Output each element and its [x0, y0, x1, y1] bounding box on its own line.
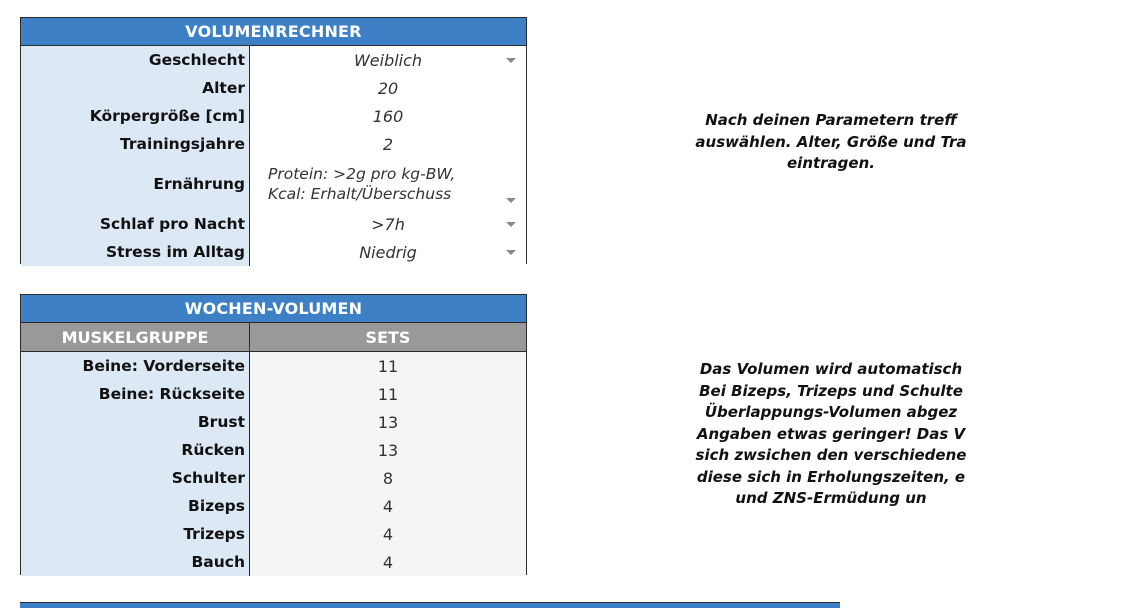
- row-ernaehrung: [21, 158, 526, 210]
- hint-line: sich zwsichen den verschiedene: [695, 446, 967, 464]
- dropdown-arrow-icon[interactable]: [506, 222, 516, 227]
- label-trainingsjahre: Trainingsjahre: [21, 130, 250, 158]
- table-row: [21, 464, 526, 492]
- column-header-muskelgruppe: MUSKELGRUPPE: [21, 323, 250, 351]
- hint-line: Bei Bizeps, Trizeps und Schulte: [699, 381, 963, 400]
- sets-value: 8: [250, 464, 526, 492]
- sets-value: 11: [250, 380, 526, 408]
- label-geschlecht: Geschlecht: [21, 46, 250, 74]
- row-trainingsjahre: [21, 130, 526, 158]
- parameter-hint-text: [531, 110, 1131, 175]
- row-geschlecht: [21, 46, 526, 74]
- trainingsjahre-value: 2: [382, 134, 394, 154]
- hint-line: Angaben etwas geringer! Das V: [696, 424, 966, 443]
- label-stress: Stress im Alltag: [21, 238, 250, 266]
- wochen-volumen-title: WOCHEN-VOLUMEN: [21, 295, 526, 323]
- hint-line: Überlappungs-Volumen abgez: [704, 403, 958, 421]
- muscle-label: Bauch: [21, 548, 250, 576]
- geschlecht-dropdown[interactable]: [250, 46, 526, 74]
- row-koerpergroesse: [21, 102, 526, 130]
- hint-line: diese sich in Erholungszeiten, e: [696, 467, 966, 486]
- ernaehrung-value-line1: Protein: >2g pro kg-BW,: [268, 165, 456, 183]
- muscle-label: Schulter: [21, 464, 250, 492]
- stress-dropdown[interactable]: [250, 238, 526, 266]
- koerpergroesse-value: 160: [372, 106, 404, 126]
- table-row: [21, 352, 526, 380]
- muscle-label: Trizeps: [21, 520, 250, 548]
- volumenrechner-table: [20, 17, 527, 264]
- schlaf-value: >7h: [371, 214, 405, 234]
- dropdown-arrow-icon[interactable]: [506, 250, 516, 255]
- dropdown-arrow-icon[interactable]: [506, 198, 516, 203]
- ernaehrung-dropdown[interactable]: [250, 158, 526, 210]
- hint-line: Nach deinen Parametern treff: [705, 111, 957, 129]
- table-row: [21, 520, 526, 548]
- label-alter: Alter: [21, 74, 250, 102]
- sets-value: 4: [250, 520, 526, 548]
- label-koerpergroesse: Körpergröße [cm]: [21, 102, 250, 130]
- ernaehrung-value-line2: Kcal: Erhalt/Überschuss: [268, 185, 452, 203]
- muscle-label: Rücken: [21, 436, 250, 464]
- sets-value: 13: [250, 436, 526, 464]
- hint-line: und ZNS-Ermüdung un: [735, 489, 927, 507]
- sets-value: 13: [250, 408, 526, 436]
- hint-line: Das Volumen wird automatisch: [699, 360, 963, 378]
- table-row: [21, 380, 526, 408]
- wochen-volumen-table: [20, 294, 527, 575]
- sets-value: 11: [250, 352, 526, 380]
- muscle-label: Brust: [21, 408, 250, 436]
- row-alter: [21, 74, 526, 102]
- alter-value: 20: [377, 78, 399, 98]
- column-header-sets: SETS: [365, 327, 411, 347]
- trainingsjahre-input[interactable]: [250, 130, 526, 158]
- muscle-label: Beine: Vorderseite: [21, 352, 250, 380]
- sets-value: 4: [250, 492, 526, 520]
- table-row: [21, 492, 526, 520]
- next-section-header-bar: [20, 602, 840, 608]
- muscle-label: Beine: Rückseite: [21, 380, 250, 408]
- row-stress: [21, 238, 526, 266]
- muscle-label: Bizeps: [21, 492, 250, 520]
- dropdown-arrow-icon[interactable]: [506, 58, 516, 63]
- wochen-volumen-column-headers: [21, 323, 526, 352]
- hint-line: auswählen. Alter, Größe und Tra: [695, 132, 967, 151]
- table-row: [21, 436, 526, 464]
- label-schlaf: Schlaf pro Nacht: [21, 210, 250, 238]
- koerpergroesse-input[interactable]: [250, 102, 526, 130]
- volumenrechner-title: VOLUMENRECHNER: [21, 18, 526, 46]
- hint-line: eintragen.: [787, 154, 875, 172]
- schlaf-dropdown[interactable]: [250, 210, 526, 238]
- stress-value: Niedrig: [359, 242, 417, 262]
- sets-value: 4: [250, 548, 526, 576]
- row-schlaf: [21, 210, 526, 238]
- table-row: [21, 408, 526, 436]
- volume-hint-text: [531, 359, 1131, 510]
- alter-input[interactable]: [250, 74, 526, 102]
- label-ernaehrung: Ernährung: [21, 158, 250, 210]
- table-row: [21, 548, 526, 576]
- geschlecht-value: Weiblich: [353, 50, 423, 70]
